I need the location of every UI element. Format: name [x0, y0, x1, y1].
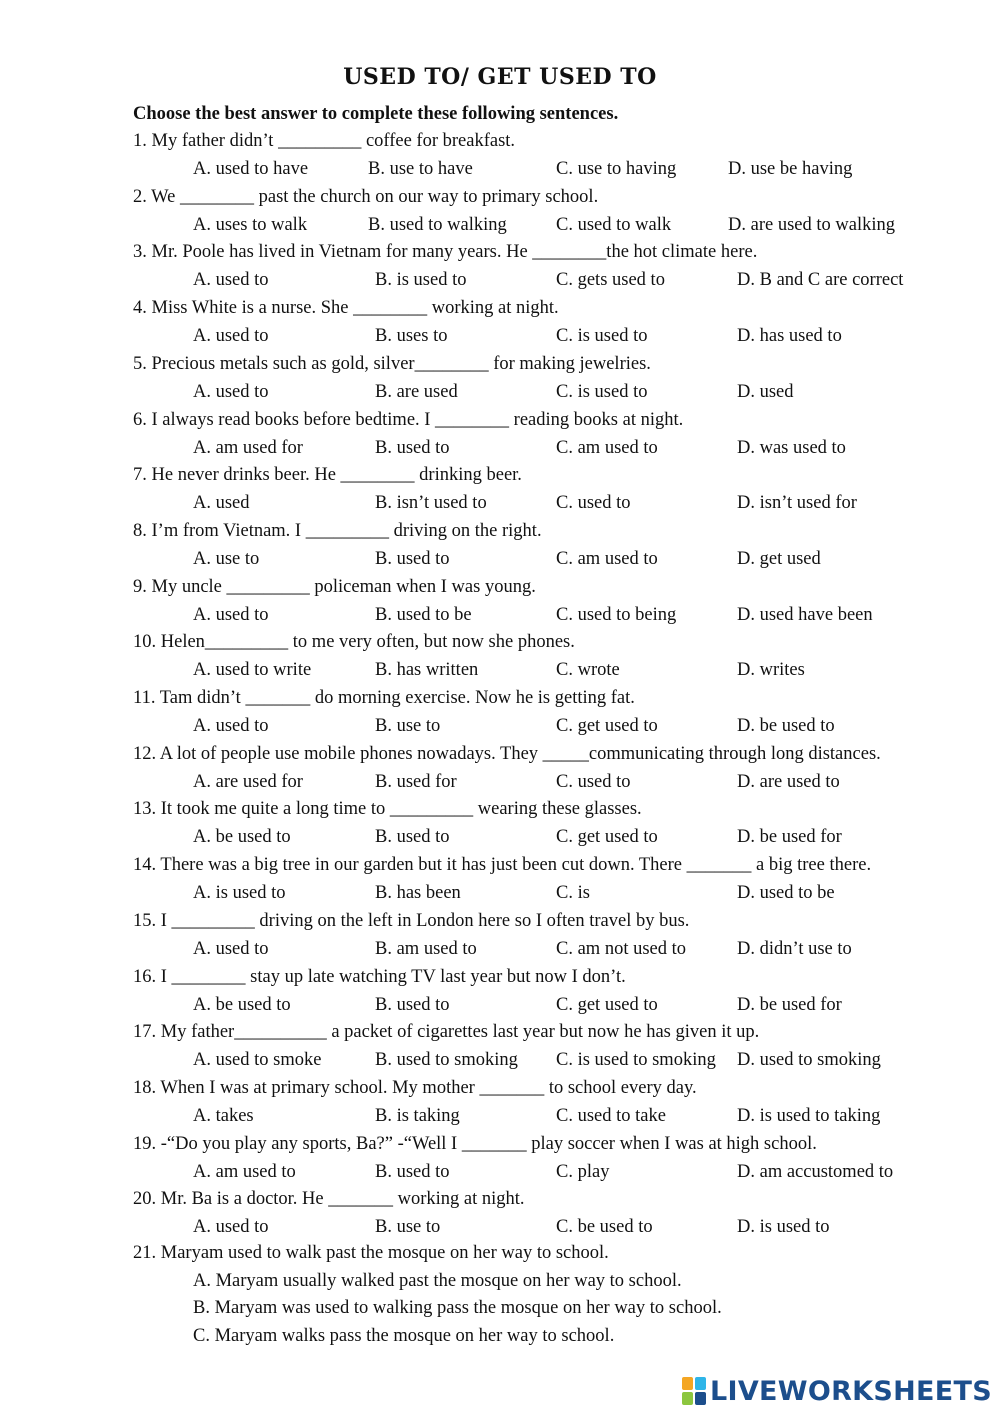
question-16-options: [0, 991, 1000, 1019]
question-15-option-d[interactable]: D. didn’t use to: [737, 939, 852, 959]
liveworksheets-logo: [682, 1374, 992, 1408]
question-3-option-d[interactable]: D. B and C are correct: [737, 270, 904, 290]
question-3-option-c[interactable]: C. gets used to: [556, 270, 665, 290]
question-9-options: [0, 601, 1000, 629]
question-12-options: [0, 768, 1000, 796]
question-10-text: 10. Helen_________ to me very often, but now she phones.: [133, 632, 575, 652]
question-11-option-d[interactable]: D. be used to: [737, 716, 835, 736]
question-2-text: 2. We ________ past the church on our way to primary school.: [133, 187, 599, 207]
question-15-options: [0, 935, 1000, 963]
question-21-option-b[interactable]: B. Maryam was used to walking pass the mosque on her way to school.: [193, 1298, 722, 1318]
question-18-options: [0, 1102, 1000, 1130]
question-18-option-b[interactable]: B. is taking: [375, 1106, 460, 1126]
logo-icon: [682, 1377, 706, 1405]
question-12-option-d[interactable]: D. are used to: [737, 772, 840, 792]
question-21-text: 21. Maryam used to walk past the mosque on her way to school.: [133, 1243, 609, 1263]
question-16-option-c[interactable]: C. get used to: [556, 995, 658, 1015]
question-5-text: 5. Precious metals such as gold, silver________ for making jewelries.: [133, 354, 651, 374]
question-13-options: [0, 823, 1000, 851]
question-20-options: [0, 1213, 1000, 1241]
question-14-option-b[interactable]: B. has been: [375, 883, 461, 903]
question-19-option-b[interactable]: B. used to: [375, 1162, 450, 1182]
question-13-option-a[interactable]: A. be used to: [193, 827, 291, 847]
question-13-text: 13. It took me quite a long time to _________ wearing these glasses.: [133, 799, 642, 819]
question-19-options: [0, 1158, 1000, 1186]
question-7-option-c[interactable]: C. used to: [556, 493, 631, 513]
question-5-option-b[interactable]: B. are used: [375, 382, 458, 402]
question-12-option-c[interactable]: C. used to: [556, 772, 631, 792]
worksheet-title: USED TO/ GET USED TO: [343, 64, 657, 90]
question-16-option-b[interactable]: B. used to: [375, 995, 450, 1015]
question-9-option-a[interactable]: A. used to: [193, 605, 269, 625]
question-4-option-b[interactable]: B. uses to: [375, 326, 448, 346]
question-1-option-d[interactable]: D. use be having: [728, 159, 853, 179]
question-3-text: 3. Mr. Poole has lived in Vietnam for many years. He ________the hot climate here.: [133, 242, 758, 262]
question-10-option-a[interactable]: A. used to write: [193, 660, 312, 680]
instructions: Choose the best answer to complete these following sentences.: [133, 104, 619, 124]
question-17-option-c[interactable]: C. is used to smoking: [556, 1050, 716, 1070]
question-2-option-d[interactable]: D. are used to walking: [728, 215, 895, 235]
question-3-options: [0, 266, 1000, 294]
question-9-option-c[interactable]: C. used to being: [556, 605, 677, 625]
question-12-text: 12. A lot of people use mobile phones nowadays. They _____communicating through long distances.: [133, 744, 881, 764]
question-18-option-c[interactable]: C. used to take: [556, 1106, 666, 1126]
question-14-option-c[interactable]: C. is: [556, 883, 590, 903]
question-11-options: [0, 712, 1000, 740]
question-7-text: 7. He never drinks beer. He ________ drinking beer.: [133, 465, 522, 485]
question-18-option-a[interactable]: A. takes: [193, 1106, 254, 1126]
question-8-text: 8. I’m from Vietnam. I _________ driving on the right.: [133, 521, 542, 541]
question-15-text: 15. I _________ driving on the left in London here so I often travel by bus.: [133, 911, 690, 931]
question-17-options: [0, 1046, 1000, 1074]
question-21-option-c[interactable]: C. Maryam walks pass the mosque on her way to school.: [193, 1326, 615, 1346]
question-10-option-b[interactable]: B. has written: [375, 660, 479, 680]
question-13-option-c[interactable]: C. get used to: [556, 827, 658, 847]
question-4-option-a[interactable]: A. used to: [193, 326, 269, 346]
question-7-options: [0, 489, 1000, 517]
question-15-option-b[interactable]: B. am used to: [375, 939, 477, 959]
question-1-option-a[interactable]: A. used to have: [193, 159, 309, 179]
question-1-option-c[interactable]: C. use to having: [556, 159, 677, 179]
question-12-option-b[interactable]: B. used for: [375, 772, 457, 792]
question-16-option-a[interactable]: A. be used to: [193, 995, 291, 1015]
question-6-text: 6. I always read books before bedtime. I ________ reading books at night.: [133, 410, 684, 430]
question-8-option-d[interactable]: D. get used: [737, 549, 821, 569]
question-16-option-d[interactable]: D. be used for: [737, 995, 842, 1015]
question-4-option-d[interactable]: D. has used to: [737, 326, 842, 346]
question-9-option-d[interactable]: D. used have been: [737, 605, 873, 625]
question-17-text: 17. My father__________ a packet of cigarettes last year but now he has given it up.: [133, 1022, 760, 1042]
question-11-option-b[interactable]: B. use to: [375, 716, 441, 736]
question-5-option-a[interactable]: A. used to: [193, 382, 269, 402]
question-13-option-b[interactable]: B. used to: [375, 827, 450, 847]
question-11-text: 11. Tam didn’t _______ do morning exercise. Now he is getting fat.: [133, 688, 635, 708]
question-10-option-d[interactable]: D. writes: [737, 660, 805, 680]
question-5-options: [0, 378, 1000, 406]
question-1-options: [0, 155, 1000, 183]
question-8-option-a[interactable]: A. use to: [193, 549, 260, 569]
question-17-option-a[interactable]: A. used to smoke: [193, 1050, 322, 1070]
question-3-option-b[interactable]: B. is used to: [375, 270, 467, 290]
question-21-option-a[interactable]: A. Maryam usually walked past the mosque on her way to school.: [193, 1271, 682, 1291]
question-8-options: [0, 545, 1000, 573]
question-6-option-c[interactable]: C. am used to: [556, 438, 658, 458]
question-1-option-b[interactable]: B. use to have: [368, 159, 473, 179]
question-10-options: [0, 656, 1000, 684]
question-11-option-a[interactable]: A. used to: [193, 716, 269, 736]
question-20-option-a[interactable]: A. used to: [193, 1217, 269, 1237]
question-9-text: 9. My uncle _________ policeman when I was young.: [133, 577, 536, 597]
logo-text: LIVEWORKSHEETS: [709, 1375, 992, 1407]
question-19-option-d[interactable]: D. am accustomed to: [737, 1162, 894, 1182]
question-9-option-b[interactable]: B. used to be: [375, 605, 472, 625]
question-16-text: 16. I ________ stay up late watching TV last year but now I don’t.: [133, 967, 626, 987]
question-7-option-b[interactable]: B. isn’t used to: [375, 493, 487, 513]
question-6-option-d[interactable]: D. was used to: [737, 438, 846, 458]
question-20-text: 20. Mr. Ba is a doctor. He _______ working at night.: [133, 1189, 525, 1209]
question-20-option-b[interactable]: B. use to: [375, 1217, 441, 1237]
question-18-option-d[interactable]: D. is used to taking: [737, 1106, 881, 1126]
question-13-option-d[interactable]: D. be used for: [737, 827, 842, 847]
question-6-options: [0, 434, 1000, 462]
question-6-option-a[interactable]: A. am used for: [193, 438, 303, 458]
question-18-text: 18. When I was at primary school. My mother _______ to school every day.: [133, 1078, 697, 1098]
question-2-option-a[interactable]: A. uses to walk: [193, 215, 308, 235]
question-4-text: 4. Miss White is a nurse. She ________ working at night.: [133, 298, 559, 318]
question-12-option-a[interactable]: A. are used for: [193, 772, 303, 792]
question-14-option-d[interactable]: D. used to be: [737, 883, 835, 903]
question-14-option-a[interactable]: A. is used to: [193, 883, 286, 903]
question-5-option-c[interactable]: C. is used to: [556, 382, 648, 402]
question-2-option-b[interactable]: B. used to walking: [368, 215, 507, 235]
question-4-options: [0, 322, 1000, 350]
question-8-option-b[interactable]: B. used to: [375, 549, 450, 569]
question-19-option-a[interactable]: A. am used to: [193, 1162, 296, 1182]
question-11-option-c[interactable]: C. get used to: [556, 716, 658, 736]
question-20-option-c[interactable]: C. be used to: [556, 1217, 653, 1237]
question-14-text: 14. There was a big tree in our garden but it has just been cut down. There _______ a big tree there.: [133, 855, 872, 875]
question-20-option-d[interactable]: D. is used to: [737, 1217, 830, 1237]
question-17-option-b[interactable]: B. used to smoking: [375, 1050, 518, 1070]
question-6-option-b[interactable]: B. used to: [375, 438, 450, 458]
question-3-option-a[interactable]: A. used to: [193, 270, 269, 290]
question-7-option-a[interactable]: A. used: [193, 493, 250, 513]
question-4-option-c[interactable]: C. is used to: [556, 326, 648, 346]
question-5-option-d[interactable]: D. used: [737, 382, 794, 402]
question-19-text: 19. -“Do you play any sports, Ba?” -“Well I _______ play soccer when I was at high school.: [133, 1134, 817, 1154]
question-7-option-d[interactable]: D. isn’t used for: [737, 493, 857, 513]
question-1-text: 1. My father didn’t _________ coffee for breakfast.: [133, 131, 516, 151]
question-17-option-d[interactable]: D. used to smoking: [737, 1050, 881, 1070]
question-19-option-c[interactable]: C. play: [556, 1162, 610, 1182]
question-14-options: [0, 879, 1000, 907]
question-2-option-c[interactable]: C. used to walk: [556, 215, 672, 235]
question-2-options: [0, 211, 1000, 239]
question-8-option-c[interactable]: C. am used to: [556, 549, 658, 569]
question-15-option-a[interactable]: A. used to: [193, 939, 269, 959]
question-10-option-c[interactable]: C. wrote: [556, 660, 620, 680]
question-15-option-c[interactable]: C. am not used to: [556, 939, 687, 959]
